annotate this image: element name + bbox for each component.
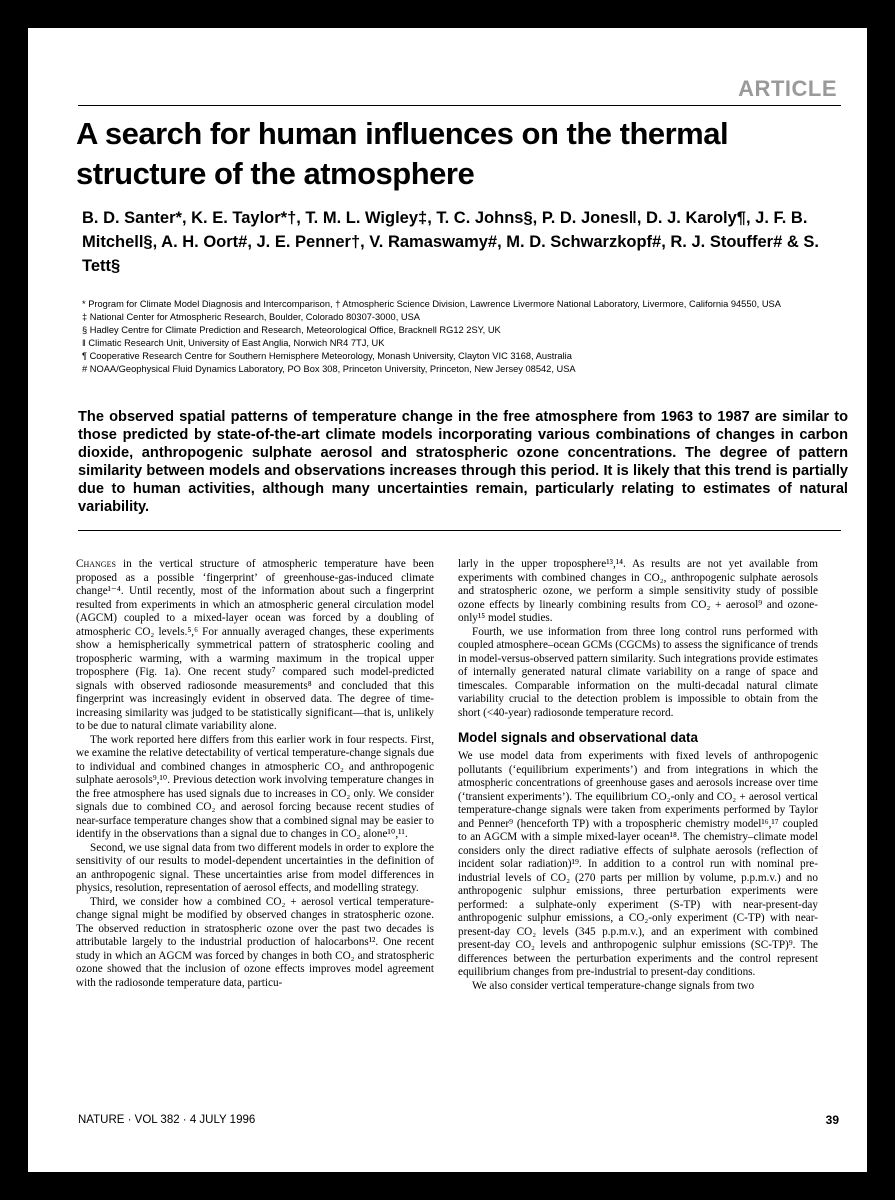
body-paragraph: Fourth, we use information from three long control runs performed with coupled atmosphere–ocean GCMs (CGCMs) to assess the significance of trends in model-versus-observed pattern similarity. Such integrations provide estimates of internally generated natural climate variability on a range of space and timescales. Comparable information on the multi-decadal natural climate variability crucial to the detection problem is impossible to obtain from the short (<40-year) radiosonde temperature record. [458, 625, 818, 719]
abstract: The observed spatial patterns of temperature change in the free atmosphere from 1963 to 1987 are similar to those predicted by state-of-the-art climate models incorporating various combinations of changes in carbon dioxide, anthropogenic sulphate aerosol and stratospheric ozone concentrations. The degree of pattern similarity between models and observations increases through this period. It is likely that this trend is partially due to human activities, although many uncertainties remain, particularly relating to estimates of natural variability. [78, 409, 848, 515]
body-paragraph: We also consider vertical temperature-change signals from two [472, 979, 755, 992]
affiliation: ¶ Cooperative Research Centre for Southern Hemisphere Meteorology, Monash University, Clayton VIC 3168, Australia [82, 351, 572, 361]
author-list: B. D. Santer*, K. E. Taylor*†, T. M. L. Wigley‡, T. C. Johns§, P. D. Jones‖, D. J. Karoly¶, J. F. B. Mitchell§, A. H. Oort#, J. E. Penner†, V. Ramaswamy#, M. D. Schwarzkopf#, R. J. Stouffer# & S. Tett§ [82, 209, 819, 275]
body-paragraph: Third, we consider how a combined CO₂ + aerosol vertical temperature-change signal might be modified by observed changes in stratospheric ozone. The observed reduction in stratospheric ozone over the past two decades is attributable largely to the industrial production of halocarbons¹². One recent study in which an AGCM was forced by changes in both CO₂ and stratospheric ozone showed that the inclusion of ozone effects improves model agreement with the radiosonde temperature data, particu- [76, 895, 434, 989]
affiliation: ‡ National Center for Atmospheric Research, Boulder, Colorado 80307-3000, USA [82, 312, 420, 322]
affiliation: ‖ Climatic Research Unit, University of East Anglia, Norwich NR4 7TJ, UK [82, 338, 385, 348]
abstract-rule [78, 530, 841, 531]
article-page [28, 28, 867, 1172]
article-title: A search for human influences on the thermal structure of the atmosphere [76, 116, 729, 191]
affiliation: § Hadley Centre for Climate Prediction and Research, Meteorological Office, Bracknell RG12 2SY, UK [82, 325, 501, 335]
journal-info: NATURE · VOL 382 · 4 JULY 1996 [78, 1114, 256, 1126]
affiliation: * Program for Climate Model Diagnosis and Intercomparison, † Atmospheric Science Division, Lawrence Livermore National Laboratory, Livermore, California 94550, USA [82, 299, 781, 309]
paragraph-text: in the vertical structure of atmospheric temperature have been proposed as a possible ‘fingerprint’ of greenhouse-gas-induced climate change¹⁻⁴. Until recently, most of the information about such a fingerprint resulted from experiments in which an atmospheric general circulation model (AGCM) coupled to a mixed-layer ocean was forced by a doubling of atmospheric CO₂ levels.⁵,⁶ For annually averaged changes, these experiments show a hemispherically symmetrical pattern of stratospheric cooling and tropospheric warming, with a warming maximum in the tropical upper troposphere (Fig. 1a). One recent study⁷ compared such model-predicted signals with observed radiosonde measurements⁸ and concluded that this fingerprint was increasingly evident in observed data. The degree of time-increasing similarity was judged to be statistically significant—that is, unlikely to be due to natural climate variability alone. [76, 558, 434, 732]
affiliation: # NOAA/Geophysical Fluid Dynamics Laboratory, PO Box 308, Princeton University, Princeton, New Jersey 08542, USA [82, 364, 576, 374]
body-column-right [458, 558, 818, 993]
body-paragraph: larly in the upper troposphere¹³,¹⁴. As results are not yet available from experiments with combined changes in CO₂, anthropogenic sulphate aerosols and stratospheric ozone, we perform a simple sensitivity study of possible ozone effects by linearly combining results from CO₂ + aerosol⁹ and ozone-only¹⁵ model studies. [458, 558, 818, 624]
affiliations [82, 298, 852, 376]
section-heading: Model signals and observational data [458, 730, 699, 745]
header-rule [78, 105, 841, 106]
page-number: 39 [825, 1113, 839, 1127]
body-paragraph: Second, we use signal data from two different models in order to explore the sensitivity of our results to model-dependent uncertainties in the definition of an anthropogenic signal. These uncertainties arise from model differences in physics, resolution, representation of aerosol effects, and modelling strategy. [76, 841, 434, 894]
lead-word: Changes [76, 558, 116, 570]
body-paragraph [76, 558, 434, 734]
section-label: ARTICLE [738, 76, 837, 101]
body-paragraph: The work reported here differs from this earlier work in four respects. First, we examine the relative detectability of vertical temperature-change signals due to individual and combined changes in atmospheric CO₂ and anthropogenic sulphate aerosols⁹,¹⁰. Previous detection work involving temperature changes in the free atmosphere has used signals due to increases in CO₂ only. We consider signals due to combined CO₂ and aerosol forcing because recent studies of near-surface temperature changes show that a combined signal may be easier to identify in the observations than a signal due to changes in CO₂ alone¹⁰,¹¹. [76, 733, 434, 840]
body-paragraph: We use model data from experiments with fixed levels of anthropogenic pollutants (‘equilibrium experiments’) and from integrations in which the atmospheric concentrations of greenhouse gases and aerosols increase over time (‘transient experiments’). The equilibrium CO₂-only and CO₂ + aerosol vertical temperature-change signals were taken from experiments performed by Taylor and Penner⁹ (henceforth TP) with a tropospheric chemistry model¹⁶,¹⁷ coupled to an AGCM with a simple mixed-layer ocean¹⁸. The chemistry–climate model considers only the direct radiative effects of sulphate aerosols (reflection of incident solar radiation)¹⁹. In addition to a control run with nominal pre-industrial levels of CO₂ (270 parts per million by volume, p.p.m.v.) and no anthropogenic sulphur emissions, three perturbation experiments were performed: a sulphate-only experiment (S-TP) with near-present-day anthropogenic sulphur emissions, a CO₂-only experiment (C-TP) with near-present-day CO₂ levels (345 p.p.m.v.), and an experiment with combined present-day CO₂ levels and anthropogenic sulphur emissions (SC-TP)⁹. The differences between the perturbation experiments and the control represent equilibrium changes from pre-industrial to present-day conditions. [458, 750, 818, 978]
body-column-left [76, 558, 434, 990]
